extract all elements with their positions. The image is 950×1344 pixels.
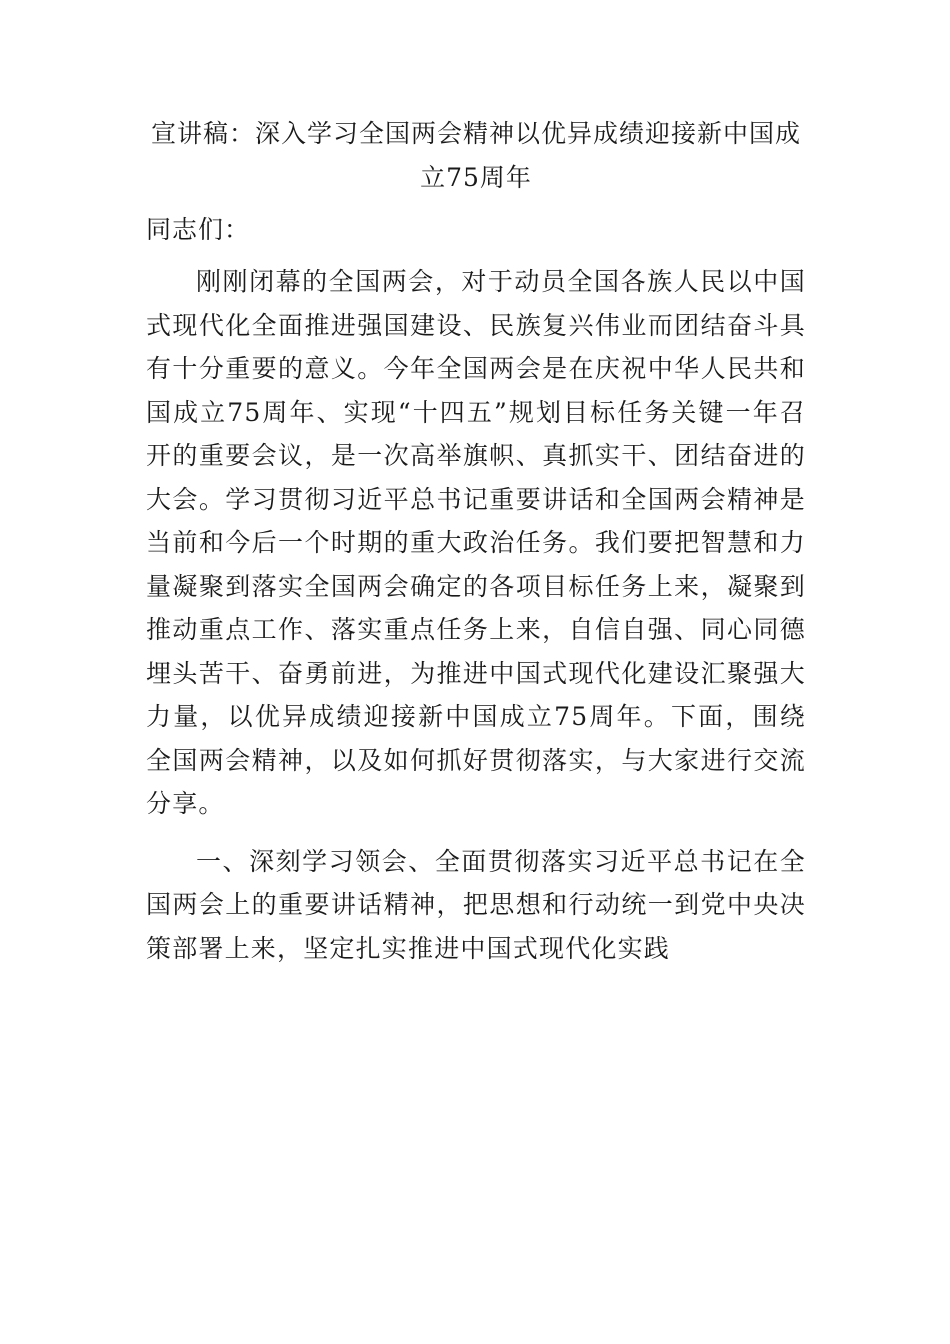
body-paragraph-intro: 刚刚闭幕的全国两会，对于动员全国各族人民以中国式现代化全面推进强国建设、民族复兴伟业而团结奋斗具有十分重要的意义。今年全国两会是在庆祝中华人民共和国成立75周年、实现“十四五”规划目标任务关键一年召开的重要会议，是一次高举旗帜、真抓实干、团结奋进的大会。学习贯彻习近平总书记重要讲话和全国两会精神是当前和今后一个时期的重大政治任务。我们要把智慧和力量凝聚到落实全国两会确定的各项目标任务上来，凝聚到推动重点工作、落实重点任务上来，自信自强、同心同德埋头苦干、奋勇前进，为推进中国式现代化建设汇聚强大力量，以优异成绩迎接新中国成立75周年。下面，围绕全国两会精神，以及如何抓好贯彻落实，与大家进行交流分享。 (146, 267, 806, 818)
section-heading-1: 一、深刻学习领会、全面贯彻落实习近平总书记在全国两会上的重要讲话精神，把思想和行动统一到党中央决策部署上来，坚定扎实推进中国式现代化实践 (146, 846, 806, 963)
document-title (140, 112, 812, 200)
document-page (146, 112, 806, 970)
title-line-2: 立75周年 (420, 163, 532, 192)
title-line-1: 宣讲稿：深入学习全国两会精神以优异成绩迎接新中国成 (150, 119, 801, 148)
salutation: 同志们： (146, 215, 251, 244)
